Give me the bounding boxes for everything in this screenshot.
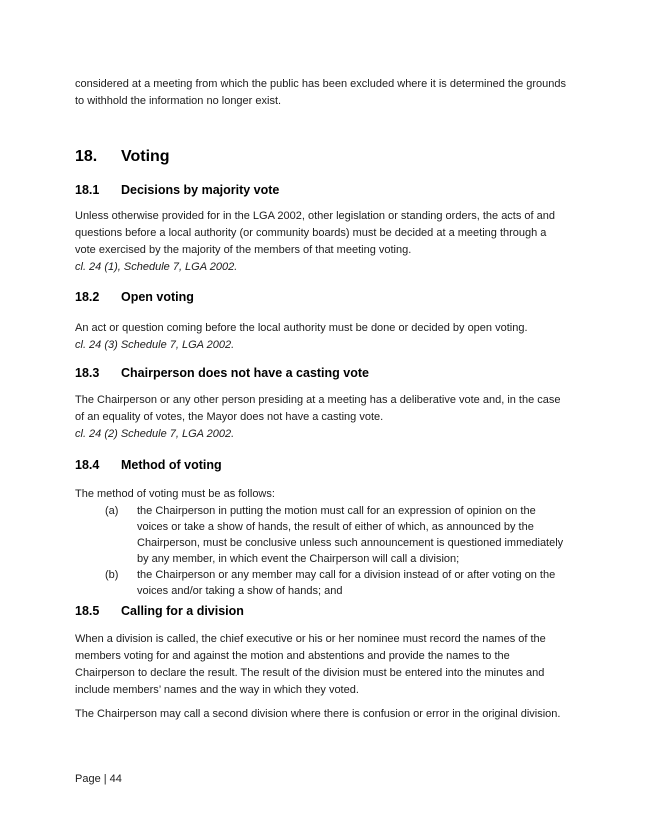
chapter-number: 18.	[75, 148, 98, 165]
section-title: Chairperson does not have a casting vote	[121, 366, 369, 380]
list-item-a-text: the Chairperson in putting the motion must call for an expression of opinion on the voices or take a show of hands, the result of either of which, as announced by the Chairperson, must be conclusive unless such announcement is questioned immediately by any member, in which event the Chairperson will call a division;	[137, 505, 564, 565]
section-title: Open voting	[121, 290, 194, 304]
section-18-4-body: The method of voting must be as follows:	[75, 488, 275, 500]
section-heading-18-4	[75, 458, 567, 473]
section-heading-18-3	[75, 366, 567, 381]
section-number: 18.4	[75, 458, 100, 472]
section-heading-18-2	[75, 290, 567, 305]
section-18-1-body: Unless otherwise provided for in the LGA 2002, other legislation or standing orders, the acts of and questions before a local authority (or community boards) must be decided at a meeting through a vote exercised by the majority of the members of that meeting voting.	[75, 210, 556, 256]
section-title: Decisions by majority vote	[121, 183, 280, 197]
section-number: 18.1	[75, 183, 100, 197]
section-18-3-citation: cl. 24 (2) Schedule 7, LGA 2002.	[75, 428, 235, 440]
section-title: Method of voting	[121, 458, 222, 472]
section-18-2-citation: cl. 24 (3) Schedule 7, LGA 2002.	[75, 339, 235, 351]
section-18-5-body: When a division is called, the chief executive or his or her nominee must record the names of the members voting for and against the motion and abstentions and provide the names to the Chairperson to declare the result. The result of the division must be entered into the minutes and include members’ names and the way in which they voted.	[75, 633, 546, 696]
section-heading-18-1	[75, 183, 567, 198]
list-item-b-text: the Chairperson or any member may call for a division instead of or after voting on the voices and/or taking a show of hands; and	[137, 569, 556, 597]
section-heading-18-5	[75, 604, 567, 619]
list-item-b	[75, 567, 567, 599]
section-number: 18.2	[75, 290, 100, 304]
chapter-heading	[75, 147, 567, 167]
list-marker-a: (a)	[105, 505, 119, 517]
section-number: 18.5	[75, 604, 100, 618]
list-item-a	[75, 503, 567, 567]
document-content	[75, 76, 567, 723]
section-title: Calling for a division	[121, 604, 244, 618]
chapter-title: Voting	[121, 148, 170, 165]
section-18-3-body: The Chairperson or any other person presiding at a meeting has a deliberative vote and, in the case of an equality of votes, the Mayor does not have a casting vote.	[75, 394, 561, 423]
intro-paragraph: considered at a meeting from which the public has been excluded where it is determined the grounds to withhold the information no longer exist.	[75, 78, 567, 107]
page-number-footer: Page | 44	[75, 773, 122, 785]
section-18-5-body2: The Chairperson may call a second division where there is confusion or error in the original division.	[75, 708, 561, 720]
section-18-1-citation: cl. 24 (1), Schedule 7, LGA 2002.	[75, 261, 238, 273]
list-marker-b: (b)	[105, 569, 119, 581]
section-number: 18.3	[75, 366, 100, 380]
section-18-2-body: An act or question coming before the local authority must be done or decided by open voting.	[75, 322, 528, 334]
